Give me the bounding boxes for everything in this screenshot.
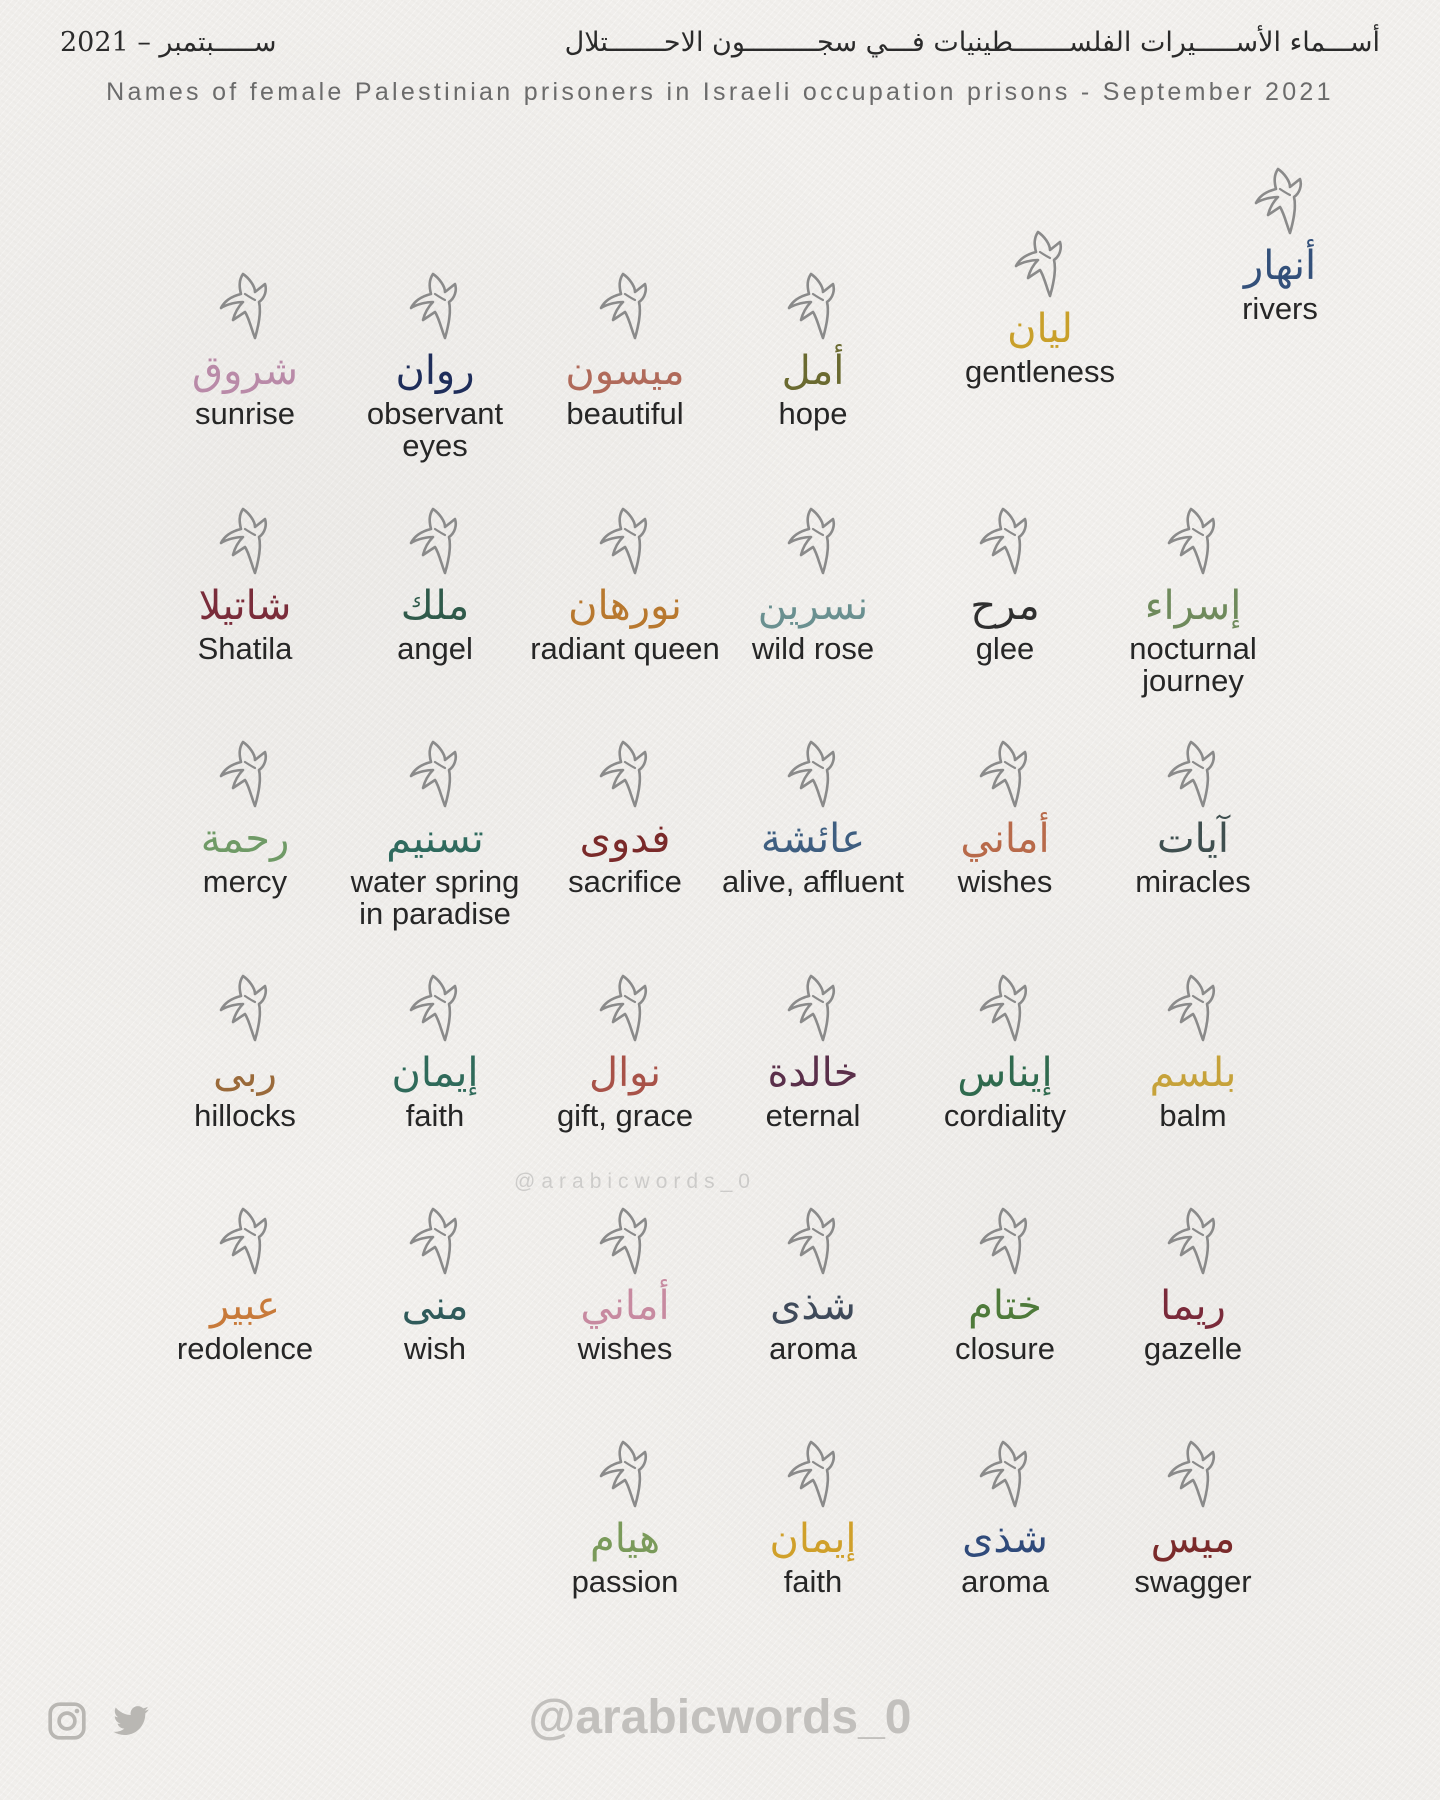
- english-meaning: water spring in paradise: [350, 864, 520, 931]
- bird-icon: [1010, 228, 1070, 300]
- english-meaning: rivers: [1242, 291, 1318, 326]
- arabic-name: آيات: [1156, 816, 1230, 862]
- name-card: [713, 270, 913, 430]
- arabic-name: إيمان: [391, 1050, 479, 1096]
- arabic-name: ليان: [1007, 306, 1073, 352]
- name-card: [525, 505, 725, 665]
- arabic-name: ميسون: [565, 348, 685, 394]
- arabic-name: ملك: [400, 583, 470, 629]
- arabic-name: مرح: [970, 583, 1040, 629]
- english-meaning: wishes: [577, 1331, 673, 1366]
- arabic-name: إسراء: [1144, 583, 1242, 629]
- bird-icon: [975, 505, 1035, 577]
- bird-icon: [783, 270, 843, 342]
- arabic-name: شاتيلا: [198, 583, 292, 629]
- bird-icon: [783, 1438, 843, 1510]
- footer-handle: @arabicwords_0: [528, 1691, 912, 1744]
- name-card: [525, 972, 725, 1132]
- arabic-name: إيناس: [957, 1050, 1053, 1096]
- bird-icon: [215, 270, 275, 342]
- english-meaning: miracles: [1135, 864, 1251, 899]
- name-card: [940, 228, 1140, 388]
- name-card: [1093, 738, 1293, 898]
- english-meaning: Shatila: [197, 631, 293, 666]
- arabic-name: شروق: [192, 348, 298, 394]
- name-card: [335, 1205, 535, 1365]
- name-card: [145, 972, 345, 1132]
- bird-icon: [783, 505, 843, 577]
- english-meaning: wishes: [957, 864, 1053, 899]
- name-card: [335, 972, 535, 1132]
- watermark: @arabicwords_0: [514, 1170, 756, 1193]
- bird-icon: [405, 505, 465, 577]
- english-meaning: gift, grace: [556, 1098, 694, 1133]
- english-meaning: aroma: [961, 1564, 1049, 1599]
- name-card: [525, 738, 725, 898]
- english-meaning: passion: [571, 1564, 679, 1599]
- arabic-name: عبير: [209, 1283, 281, 1329]
- bird-icon: [975, 972, 1035, 1044]
- english-meaning: closure: [955, 1331, 1055, 1366]
- english-meaning: gazelle: [1143, 1331, 1243, 1366]
- english-meaning: radiant queen: [530, 631, 720, 666]
- bird-icon: [1163, 972, 1223, 1044]
- bird-icon: [783, 972, 843, 1044]
- english-meaning: eternal: [765, 1098, 861, 1133]
- arabic-name: هيام: [589, 1516, 661, 1562]
- english-meaning: hillocks: [194, 1098, 296, 1133]
- name-card: [905, 972, 1105, 1132]
- arabic-name: شذى: [962, 1516, 1048, 1562]
- bird-icon: [215, 738, 275, 810]
- bird-icon: [783, 738, 843, 810]
- english-meaning: mercy: [202, 864, 288, 899]
- bird-icon: [1163, 738, 1223, 810]
- bird-icon: [405, 270, 465, 342]
- english-meaning: beautiful: [566, 396, 684, 431]
- arabic-name: نورهان: [568, 583, 682, 629]
- name-card: [713, 1438, 913, 1598]
- name-card: [1093, 505, 1293, 697]
- english-meaning: angel: [397, 631, 473, 666]
- name-card: [525, 1205, 725, 1365]
- name-card: [335, 505, 535, 665]
- english-meaning: glee: [975, 631, 1035, 666]
- english-meaning: observant eyes: [366, 396, 504, 463]
- header-title-arabic: أســـماء الأســـــيرات الفلســـــــطينيات فـــي سجـــــــــون الاحـــــــتلال: [564, 26, 1380, 58]
- name-card: [713, 505, 913, 665]
- arabic-name: نوال: [589, 1050, 661, 1096]
- name-card: [145, 270, 345, 430]
- arabic-name: ختام: [968, 1283, 1042, 1329]
- bird-icon: [595, 1205, 655, 1277]
- name-card: [905, 1438, 1105, 1598]
- bird-icon: [1163, 505, 1223, 577]
- arabic-name: أنهار: [1243, 243, 1317, 289]
- arabic-name: روان: [395, 348, 475, 394]
- name-card: [1093, 1438, 1293, 1598]
- bird-icon: [975, 738, 1035, 810]
- english-meaning: balm: [1159, 1098, 1227, 1133]
- english-meaning: redolence: [176, 1331, 314, 1366]
- header-title-english: Names of female Palestinian prisoners in Israeli occupation prisons - September 2021: [106, 78, 1334, 106]
- arabic-name: فدوى: [579, 816, 671, 862]
- arabic-name: أماني: [960, 816, 1050, 862]
- arabic-name: ربى: [213, 1050, 277, 1096]
- bird-icon: [975, 1438, 1035, 1510]
- arabic-name: نسرين: [757, 583, 869, 629]
- name-card: [905, 1205, 1105, 1365]
- english-meaning: hope: [778, 396, 848, 431]
- header-date-arabic: [60, 27, 277, 58]
- name-card: [713, 1205, 913, 1365]
- bird-icon: [1163, 1438, 1223, 1510]
- arabic-name: رحمة: [200, 816, 290, 862]
- arabic-name: أماني: [580, 1283, 670, 1329]
- english-meaning: alive, affluent: [721, 864, 905, 899]
- arabic-name: عائشة: [760, 816, 866, 862]
- bird-icon: [595, 505, 655, 577]
- name-card: [145, 505, 345, 665]
- english-meaning: nocturnal journey: [1129, 631, 1257, 698]
- bird-icon: [595, 270, 655, 342]
- bird-icon: [975, 1205, 1035, 1277]
- arabic-name: خالدة: [767, 1050, 859, 1096]
- bird-icon: [595, 738, 655, 810]
- arabic-name: أمل: [781, 348, 845, 394]
- bird-icon: [1163, 1205, 1223, 1277]
- name-card: [525, 1438, 725, 1598]
- header-arabic: [60, 20, 1380, 64]
- name-card: [335, 270, 535, 462]
- bird-icon: [405, 972, 465, 1044]
- name-card: [905, 738, 1105, 898]
- name-card: [525, 270, 725, 430]
- name-card: [1093, 972, 1293, 1132]
- name-card: [145, 738, 345, 898]
- name-card: [1093, 1205, 1293, 1365]
- arabic-name: شذى: [770, 1283, 856, 1329]
- name-card: [1180, 165, 1380, 325]
- english-meaning: wild rose: [751, 631, 875, 666]
- bird-icon: [405, 738, 465, 810]
- header-month: – ســـــبتمبر: [137, 26, 277, 58]
- bird-icon: [783, 1205, 843, 1277]
- bird-icon: [405, 1205, 465, 1277]
- bird-icon: [215, 972, 275, 1044]
- english-meaning: sacrifice: [568, 864, 682, 899]
- english-meaning: aroma: [769, 1331, 857, 1366]
- name-card: [713, 972, 913, 1132]
- name-card: [713, 738, 913, 898]
- arabic-name: تسنيم: [386, 816, 484, 862]
- bird-icon: [1250, 165, 1310, 237]
- arabic-name: بلسم: [1149, 1050, 1237, 1096]
- english-meaning: faith: [783, 1564, 843, 1599]
- name-card: [145, 1205, 345, 1365]
- name-card: [335, 738, 535, 930]
- arabic-name: إيمان: [769, 1516, 857, 1562]
- bird-icon: [215, 1205, 275, 1277]
- english-meaning: swagger: [1134, 1564, 1252, 1599]
- english-meaning: faith: [405, 1098, 465, 1133]
- english-meaning: gentleness: [965, 354, 1115, 389]
- english-meaning: sunrise: [195, 396, 295, 431]
- arabic-name: ميس: [1150, 1516, 1236, 1562]
- english-meaning: wish: [403, 1331, 466, 1366]
- english-meaning: cordiality: [943, 1098, 1067, 1133]
- name-card: [905, 505, 1105, 665]
- arabic-name: ريما: [1160, 1283, 1226, 1329]
- header-year: 2021: [60, 26, 129, 58]
- bird-icon: [595, 1438, 655, 1510]
- bird-icon: [215, 505, 275, 577]
- arabic-name: منى: [401, 1283, 469, 1329]
- bird-icon: [595, 972, 655, 1044]
